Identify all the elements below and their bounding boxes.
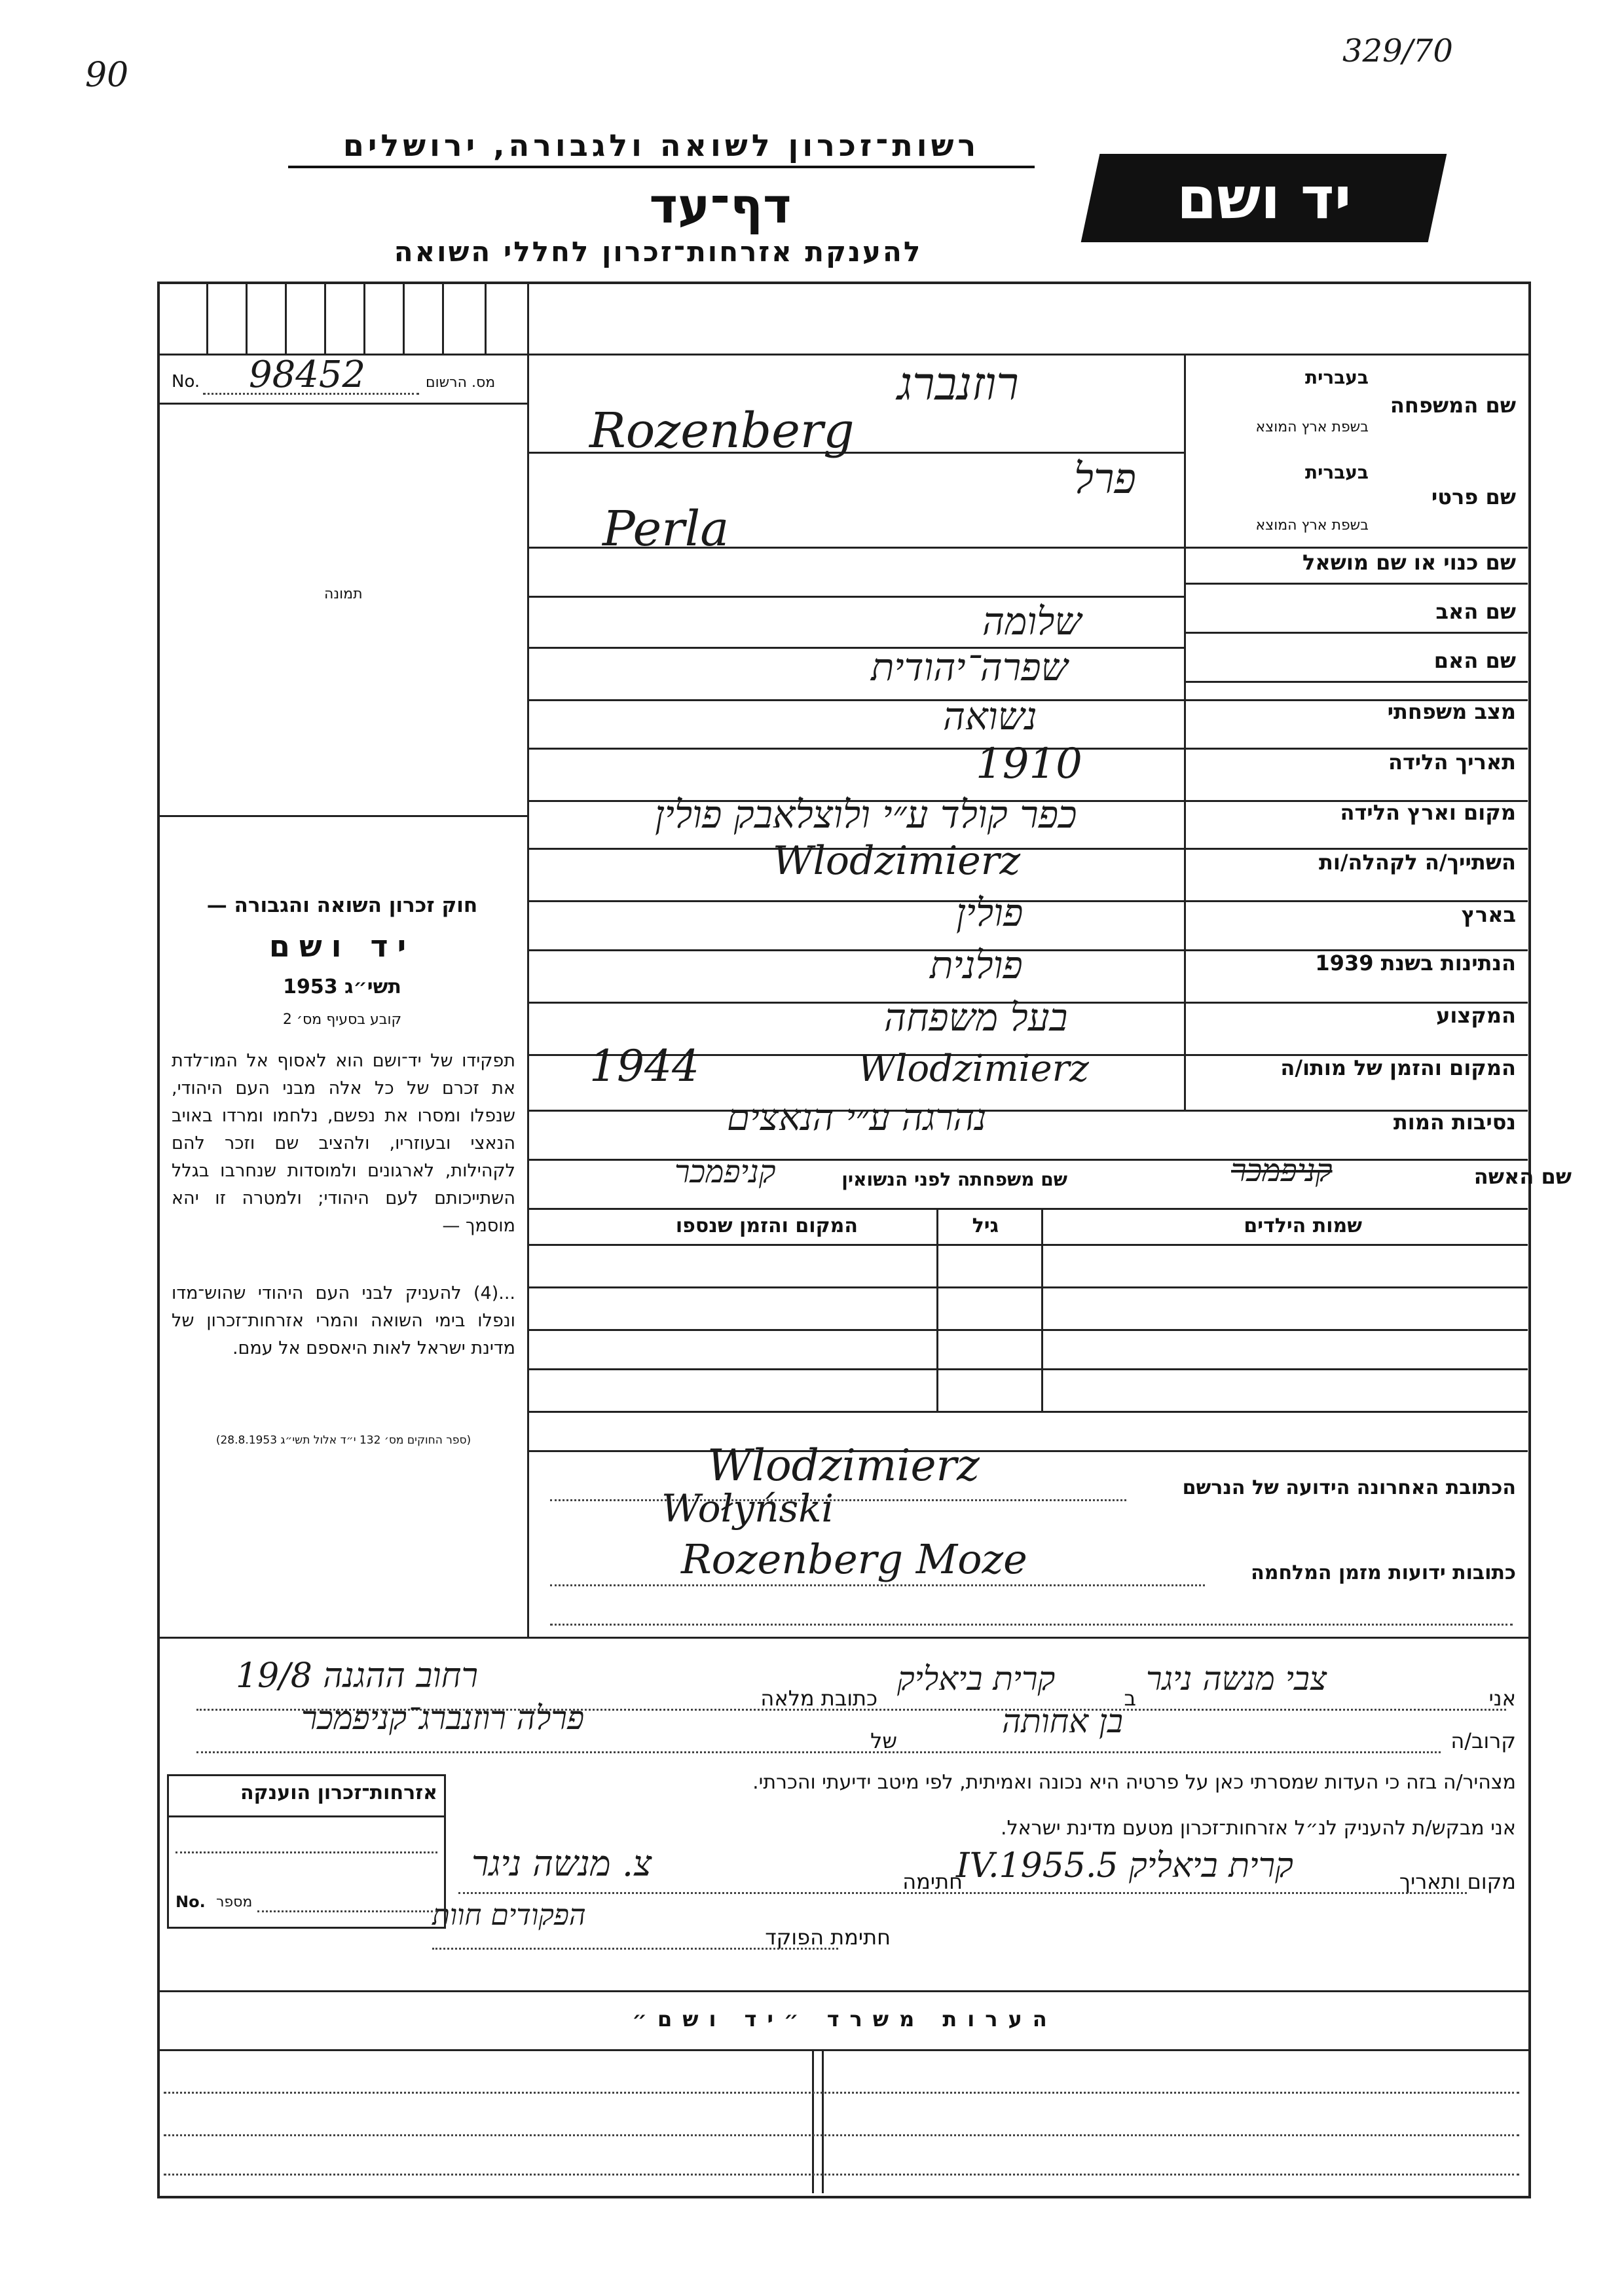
first-name-hebrew: פרל — [1074, 455, 1136, 503]
logo-text: יד ושם — [1176, 164, 1352, 232]
citizenship-label: הנתינות בשנת 1939 — [1315, 951, 1516, 975]
law-year: תשי״ג 1953 — [283, 975, 401, 998]
children-place-header: המקום והזמן שנספו — [675, 1214, 858, 1237]
birth-place-label: מקום וארץ הלידה — [1340, 800, 1516, 825]
address-line-3: Rozenberg Moze — [681, 1535, 1027, 1583]
registry-no-label: No. — [172, 372, 200, 392]
law-source: (ספר החוקים מס׳ 132 י״ד אלול תשי״ג 28.8.1953) — [215, 1434, 471, 1447]
spouse-maiden-label: שם משפחתה לפני הנשואין — [841, 1169, 1067, 1190]
remarks-title: הערות משרד ״יד ושם״ — [632, 2007, 1058, 2032]
registry-number: 98452 — [249, 354, 366, 396]
marital-label: מצב משפחתי — [1387, 699, 1516, 724]
father-label: שם האב — [1435, 599, 1516, 624]
citizenship-box — [167, 1774, 446, 1929]
spouse-maiden-value: קניפמכר — [674, 1154, 776, 1190]
death-circumstances-label: נסיבות המות — [1393, 1110, 1516, 1135]
page-title: דף־עד — [649, 178, 792, 234]
wartime-address-label: כתובות ידועות מזמן המלחמה — [1251, 1561, 1516, 1584]
birth-date-label: תאריך הלידה — [1388, 750, 1516, 774]
address-line-1: Wlodzimierz — [707, 1440, 980, 1491]
declaration-name: צבי מנשה ניגר — [1146, 1660, 1327, 1698]
last-address-label: הכתובת האחרונה הידועה של הנרשם — [1182, 1476, 1516, 1499]
mother-value: שפרה־יהודית — [871, 645, 1068, 689]
citizenship-number-no: No. — [175, 1893, 206, 1911]
death-year: 1944 — [589, 1041, 699, 1091]
relation-value: בן אחותה — [1002, 1702, 1123, 1740]
law-paragraph-2: ...(4) להעניק לבני העם היהודי שהוש־מדו ונפלו בימי השואה והמרי אזרחות־זכרון של מדינת ישראל לאות היאספם אל עמם. — [172, 1283, 515, 1358]
registry-label: מס. הרשום — [426, 374, 496, 391]
family-name-native-hint: בשפת ארץ המוצא — [1255, 419, 1369, 435]
death-circumstances-value: נהרגה ע״י הנאצים — [727, 1097, 987, 1139]
authority-heading: רשות־זכרון לשואה ולגבורה, ירושלים — [288, 128, 1035, 168]
first-name-native-hint: בשפת ארץ המוצא — [1255, 517, 1369, 534]
declaration-city: קרית ביאליק — [897, 1660, 1056, 1698]
country-value: פולין — [956, 890, 1024, 935]
law-clause: קובע בסעיף מס׳ 2 — [282, 1011, 402, 1028]
children-names-header: שמות הילדים — [1244, 1214, 1362, 1237]
country-label: בארץ — [1461, 902, 1516, 927]
page-subtitle: להענקת אזרחות־זכרון לחללי השואה — [394, 236, 923, 268]
family-name-label: שם המשפחה — [1390, 393, 1516, 418]
declaration-address-label: כתובת מלאה — [760, 1686, 877, 1711]
relation-label: קרוב/ה — [1450, 1728, 1516, 1753]
birth-date-value: 1910 — [976, 740, 1082, 788]
law-paragraph-1: תפקידו של יד־ושם הוא לאסוף אל המו־לדת את זכרם של כל אלה מבני העם היהודי, שנפלו ומסרו את נפשם, נלחמו ומרדו באויב הנאצי ובעוזריו, ולהציב שם וזכר להם לקהילות, לארגונים ולמוסדות שנחרבו בגלל השתייכותם לעם היהודי; ולמטרה זו יהא מוסמך — — [172, 1051, 515, 1236]
of-value: פרלה רוזנברג־קניפמכר — [301, 1699, 585, 1737]
community-label: השתייך/ה לקהלה/ות — [1318, 850, 1516, 875]
law-name: יד ושם — [268, 928, 416, 964]
signature-value: צ. מנשה ניגר — [471, 1843, 652, 1884]
yad-vashem-logo — [1081, 154, 1447, 242]
first-name-label: שם פרטי — [1431, 484, 1516, 509]
community-value: Wlodzimierz — [773, 838, 1021, 884]
top-right-number: 329/70 — [1342, 33, 1453, 69]
signature-label: חתימה — [902, 1869, 963, 1894]
citizenship-value: פולנית — [930, 943, 1023, 987]
profession-label: המקצוע — [1436, 1003, 1516, 1028]
children-age-header: גיל — [972, 1214, 999, 1237]
declaration-address: רחוב ההגנה 19/8 — [236, 1656, 479, 1696]
family-name-native: Rozenberg — [589, 403, 855, 459]
first-name-hebrew-hint: בעברית — [1304, 462, 1369, 483]
citizenship-number-label: מספר — [216, 1894, 253, 1910]
declaration-in-label: ב — [1124, 1686, 1136, 1711]
first-name-native: Perla — [602, 501, 729, 557]
officer-signature-label: חתימת הפוקד — [765, 1925, 891, 1950]
top-left-number: 90 — [85, 56, 129, 95]
spouse-label: שם האשה — [1473, 1164, 1572, 1189]
address-line-2: Wołyński — [661, 1486, 834, 1531]
nickname-label: שם כנוי או שם מושאל — [1302, 550, 1516, 575]
declaration-request: אני מבקש/ת להעניק לנ״ל אזרחות־זכרון מטעם מדינת ישראל. — [1001, 1817, 1516, 1840]
father-value: שלומה — [982, 599, 1082, 644]
marital-value: נשואה — [943, 694, 1037, 738]
spouse-value: קניפמכר — [1231, 1152, 1333, 1189]
death-place: Wlodzimierz — [858, 1048, 1089, 1090]
declaration-statement: מצהיר/ה בזה כי העדות שמסרתי כאן על פרטיה היא נכונה ואמיתית, לפי מיטב ידיעתי והכרתי. — [752, 1771, 1516, 1794]
mother-label: שם האם — [1433, 648, 1516, 673]
place-date-value: קרית ביאליק 5.IV.1955 — [956, 1846, 1293, 1886]
of-label: של — [870, 1728, 897, 1753]
family-name-hebrew: רוזנברג — [897, 357, 1019, 410]
officer-signature-value: הפקודים חוות — [432, 1899, 586, 1932]
citizenship-box-title: אזרחות־זכרון הוענקה — [240, 1781, 437, 1804]
birth-place-value: כפר קולד ע״י ולוצלאבק פולין — [655, 792, 1077, 837]
family-name-hebrew-hint: בעברית — [1304, 367, 1369, 388]
declaration-i-label: אני — [1488, 1686, 1516, 1711]
profession-value: בעל משפחה — [884, 995, 1068, 1040]
place-date-label: מקום ותאריך — [1399, 1869, 1516, 1894]
death-place-label: המקום והזמן של מותו/ה — [1280, 1055, 1516, 1080]
law-title: חוק זכרון השואה והגבורה — — [206, 894, 478, 917]
photo-label: תמונה — [324, 586, 363, 602]
